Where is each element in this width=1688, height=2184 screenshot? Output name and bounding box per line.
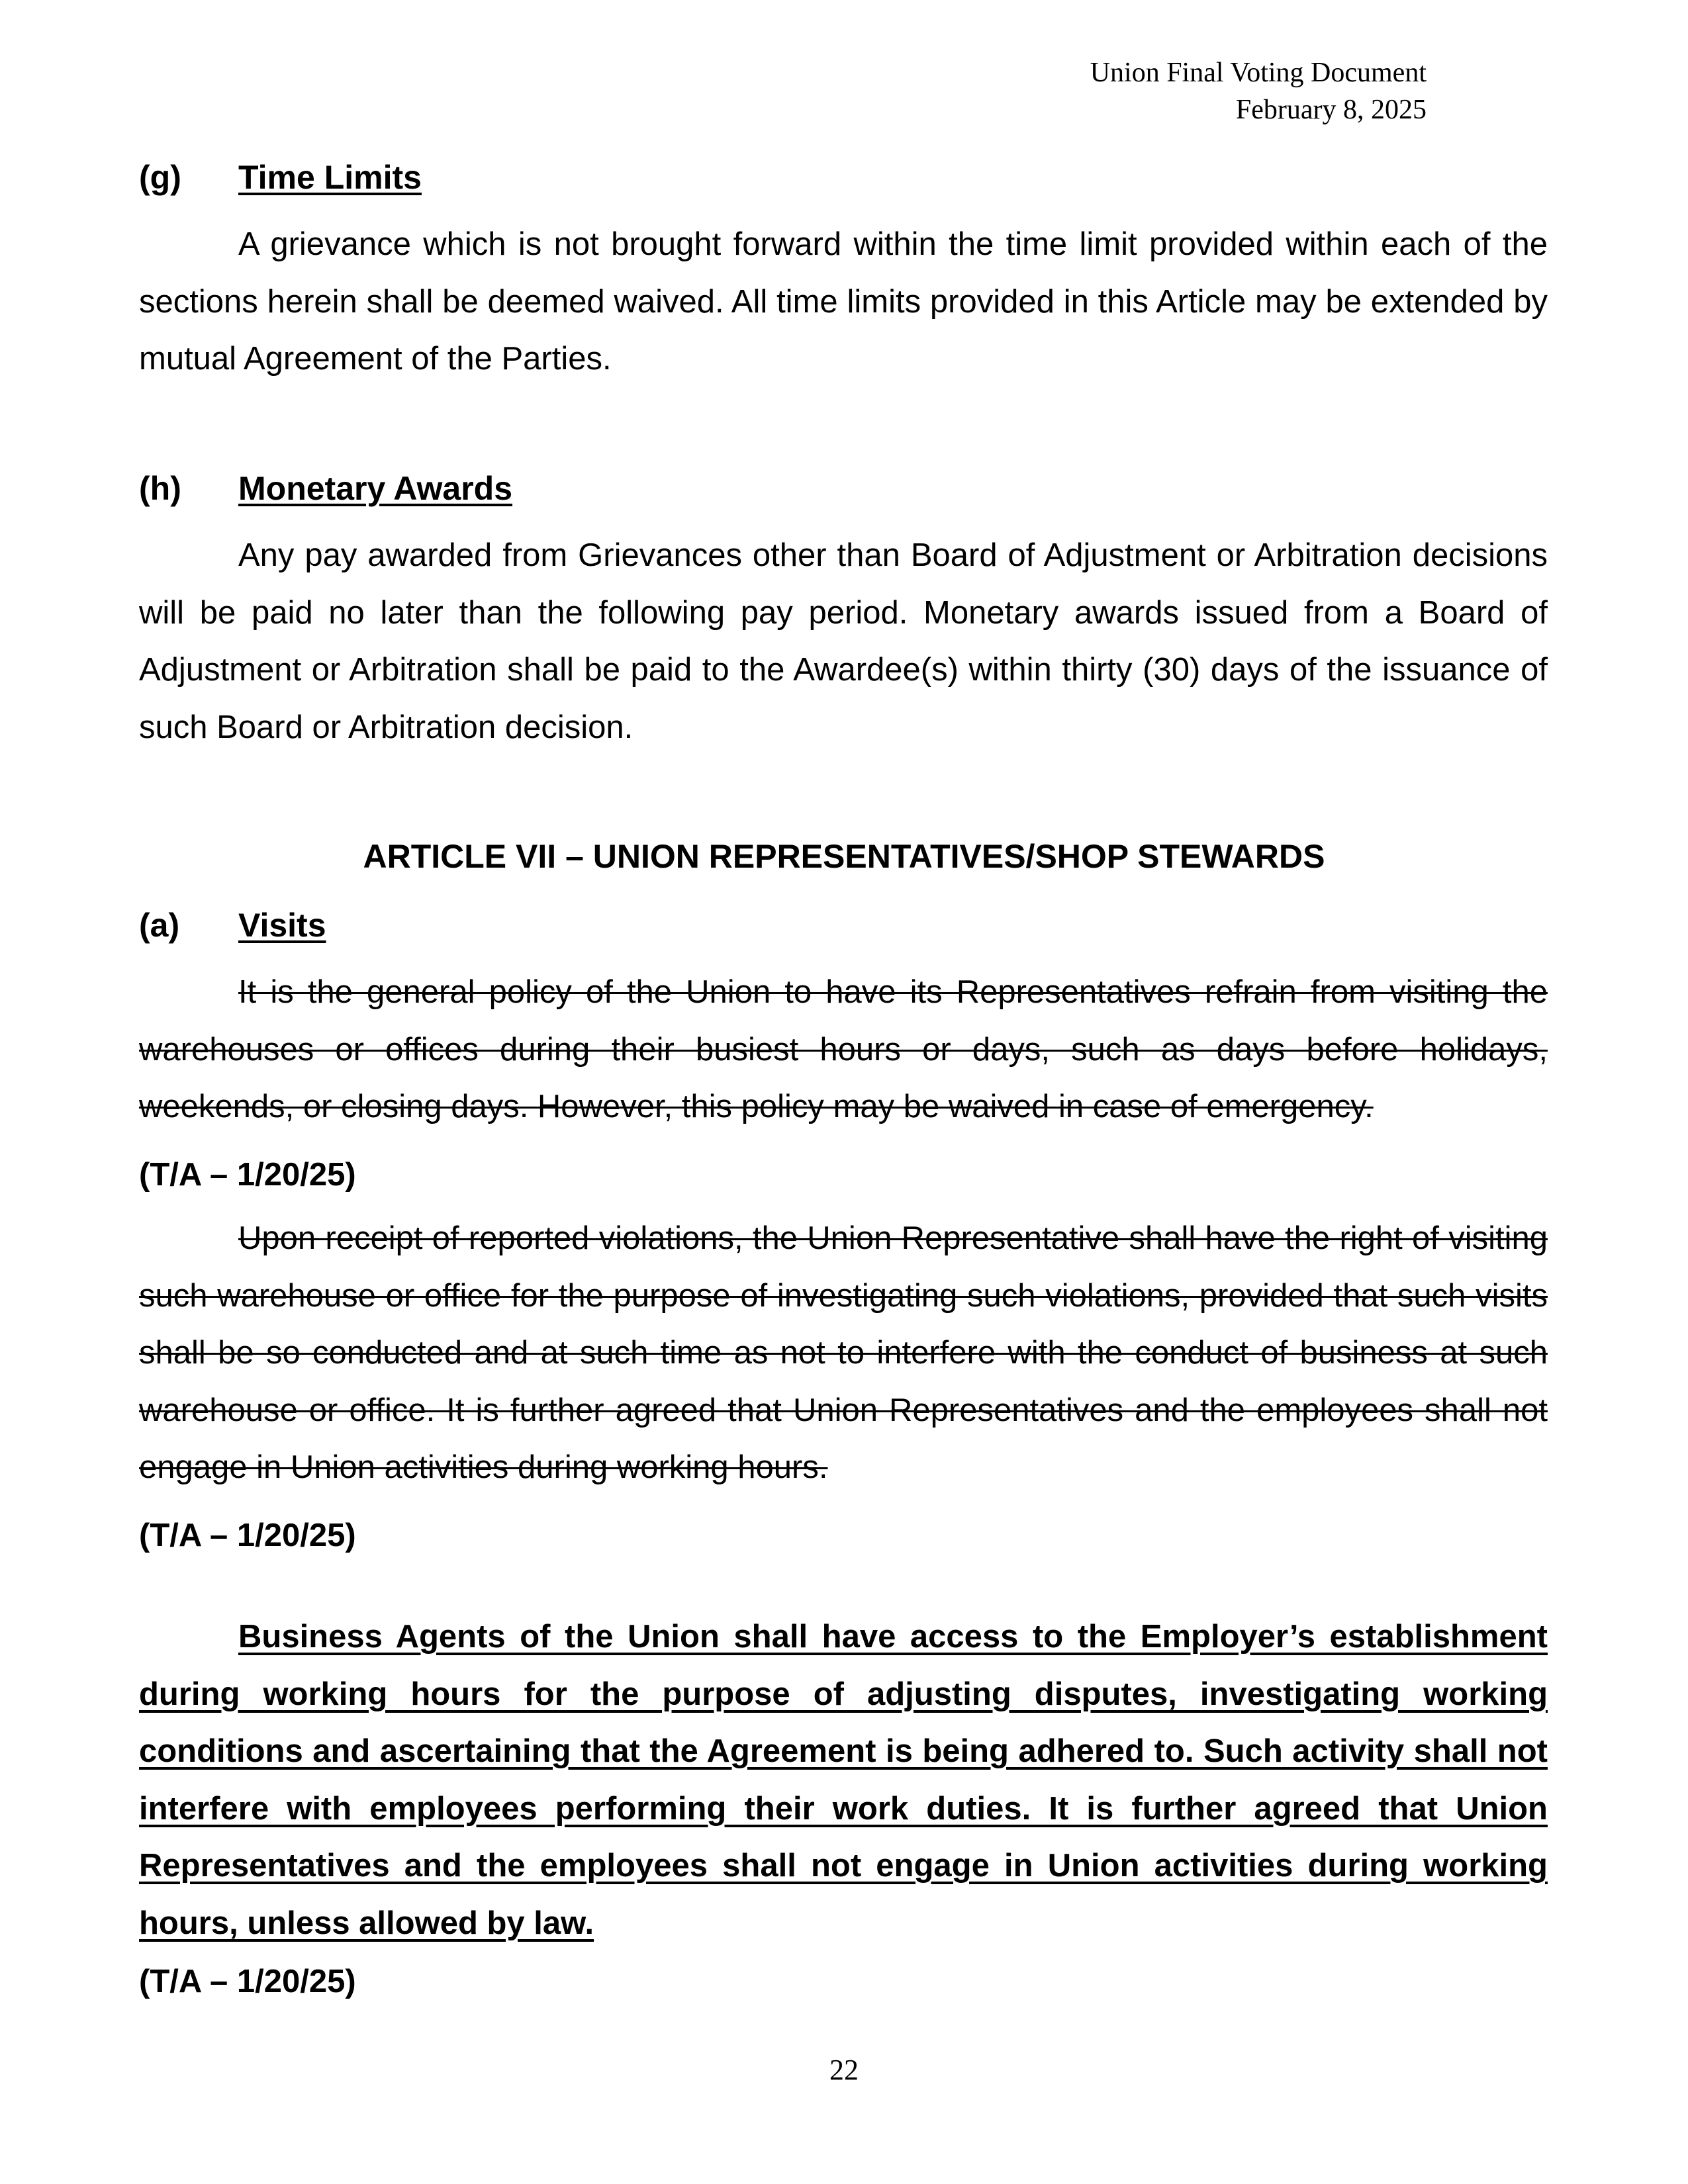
ta-date-1: (T/A – 1/20/25) <box>139 1157 356 1193</box>
section-a-struck-paragraph-2 <box>139 1210 1548 1496</box>
section-h-heading <box>139 469 512 508</box>
section-g-letter: (g) <box>139 159 181 196</box>
section-g-heading <box>139 158 422 197</box>
section-h-title: Monetary Awards <box>238 470 513 507</box>
document-header <box>1090 54 1427 128</box>
added-text: Business Agents of the Union shall have access to the Employer’s establishment during working hours for the purpose of adjusting disputes, investigating working conditions and ascertaining that the Agreement is being adhered to. Such activity shall not interfere with employees performing their work duties. It is further agreed that Union Representatives and the employees shall not engage in Union activities during working hours, unless allowed by law. <box>139 1619 1548 1941</box>
section-a-added-paragraph <box>139 1608 1548 1952</box>
document-title: Union Final Voting Document <box>1090 58 1427 88</box>
section-a-title: Visits <box>238 907 326 944</box>
section-h-letter: (h) <box>139 470 181 507</box>
section-a-heading <box>139 905 326 945</box>
ta-date-3: (T/A – 1/20/25) <box>139 1964 356 1999</box>
page-number: 22 <box>829 2054 859 2086</box>
document-date: February 8, 2025 <box>1235 95 1427 125</box>
section-g-title: Time Limits <box>238 159 422 196</box>
section-a-letter: (a) <box>139 907 180 944</box>
section-a-struck-paragraph-1 <box>139 964 1548 1136</box>
ta-date-2: (T/A – 1/20/25) <box>139 1518 356 1553</box>
section-g-body: A grievance which is not brought forward within the time limit provided within each of the sections herein shall be deemed waived. All time limits provided in this Article may be extended by mutual Agreement of the Parties. <box>139 226 1548 377</box>
section-h-body: Any pay awarded from Grievances other than Board of Adjustment or Arbitration decisions will be paid no later than the following pay period. Monetary awards issued from a Board of Adjustment or Arbitration shall be paid to the Awardee(s) within thirty (30) days of the issuance of such Board or Arbitration decision. <box>139 537 1548 745</box>
struck-text: Upon receipt of reported violations, the Union Representative shall have the right of visiting such warehouse or office for the purpose of investigating such violations, provided that such visits shall be so conducted and at such time as not to interfere with the conduct of business at such warehouse or office. It is further agreed that Union Representatives and the employees shall not engage in Union activities during working hours. <box>139 1220 1548 1485</box>
article-title: ARTICLE VII – UNION REPRESENTATIVES/SHOP STEWARDS <box>363 838 1325 875</box>
struck-text: It is the general policy of the Union to have its Representatives refrain from visiting the warehouses or offices during their busiest hours or days, such as days before holidays, weekends, or closing days. However, this policy may be waived in case of emergency. <box>139 974 1548 1124</box>
